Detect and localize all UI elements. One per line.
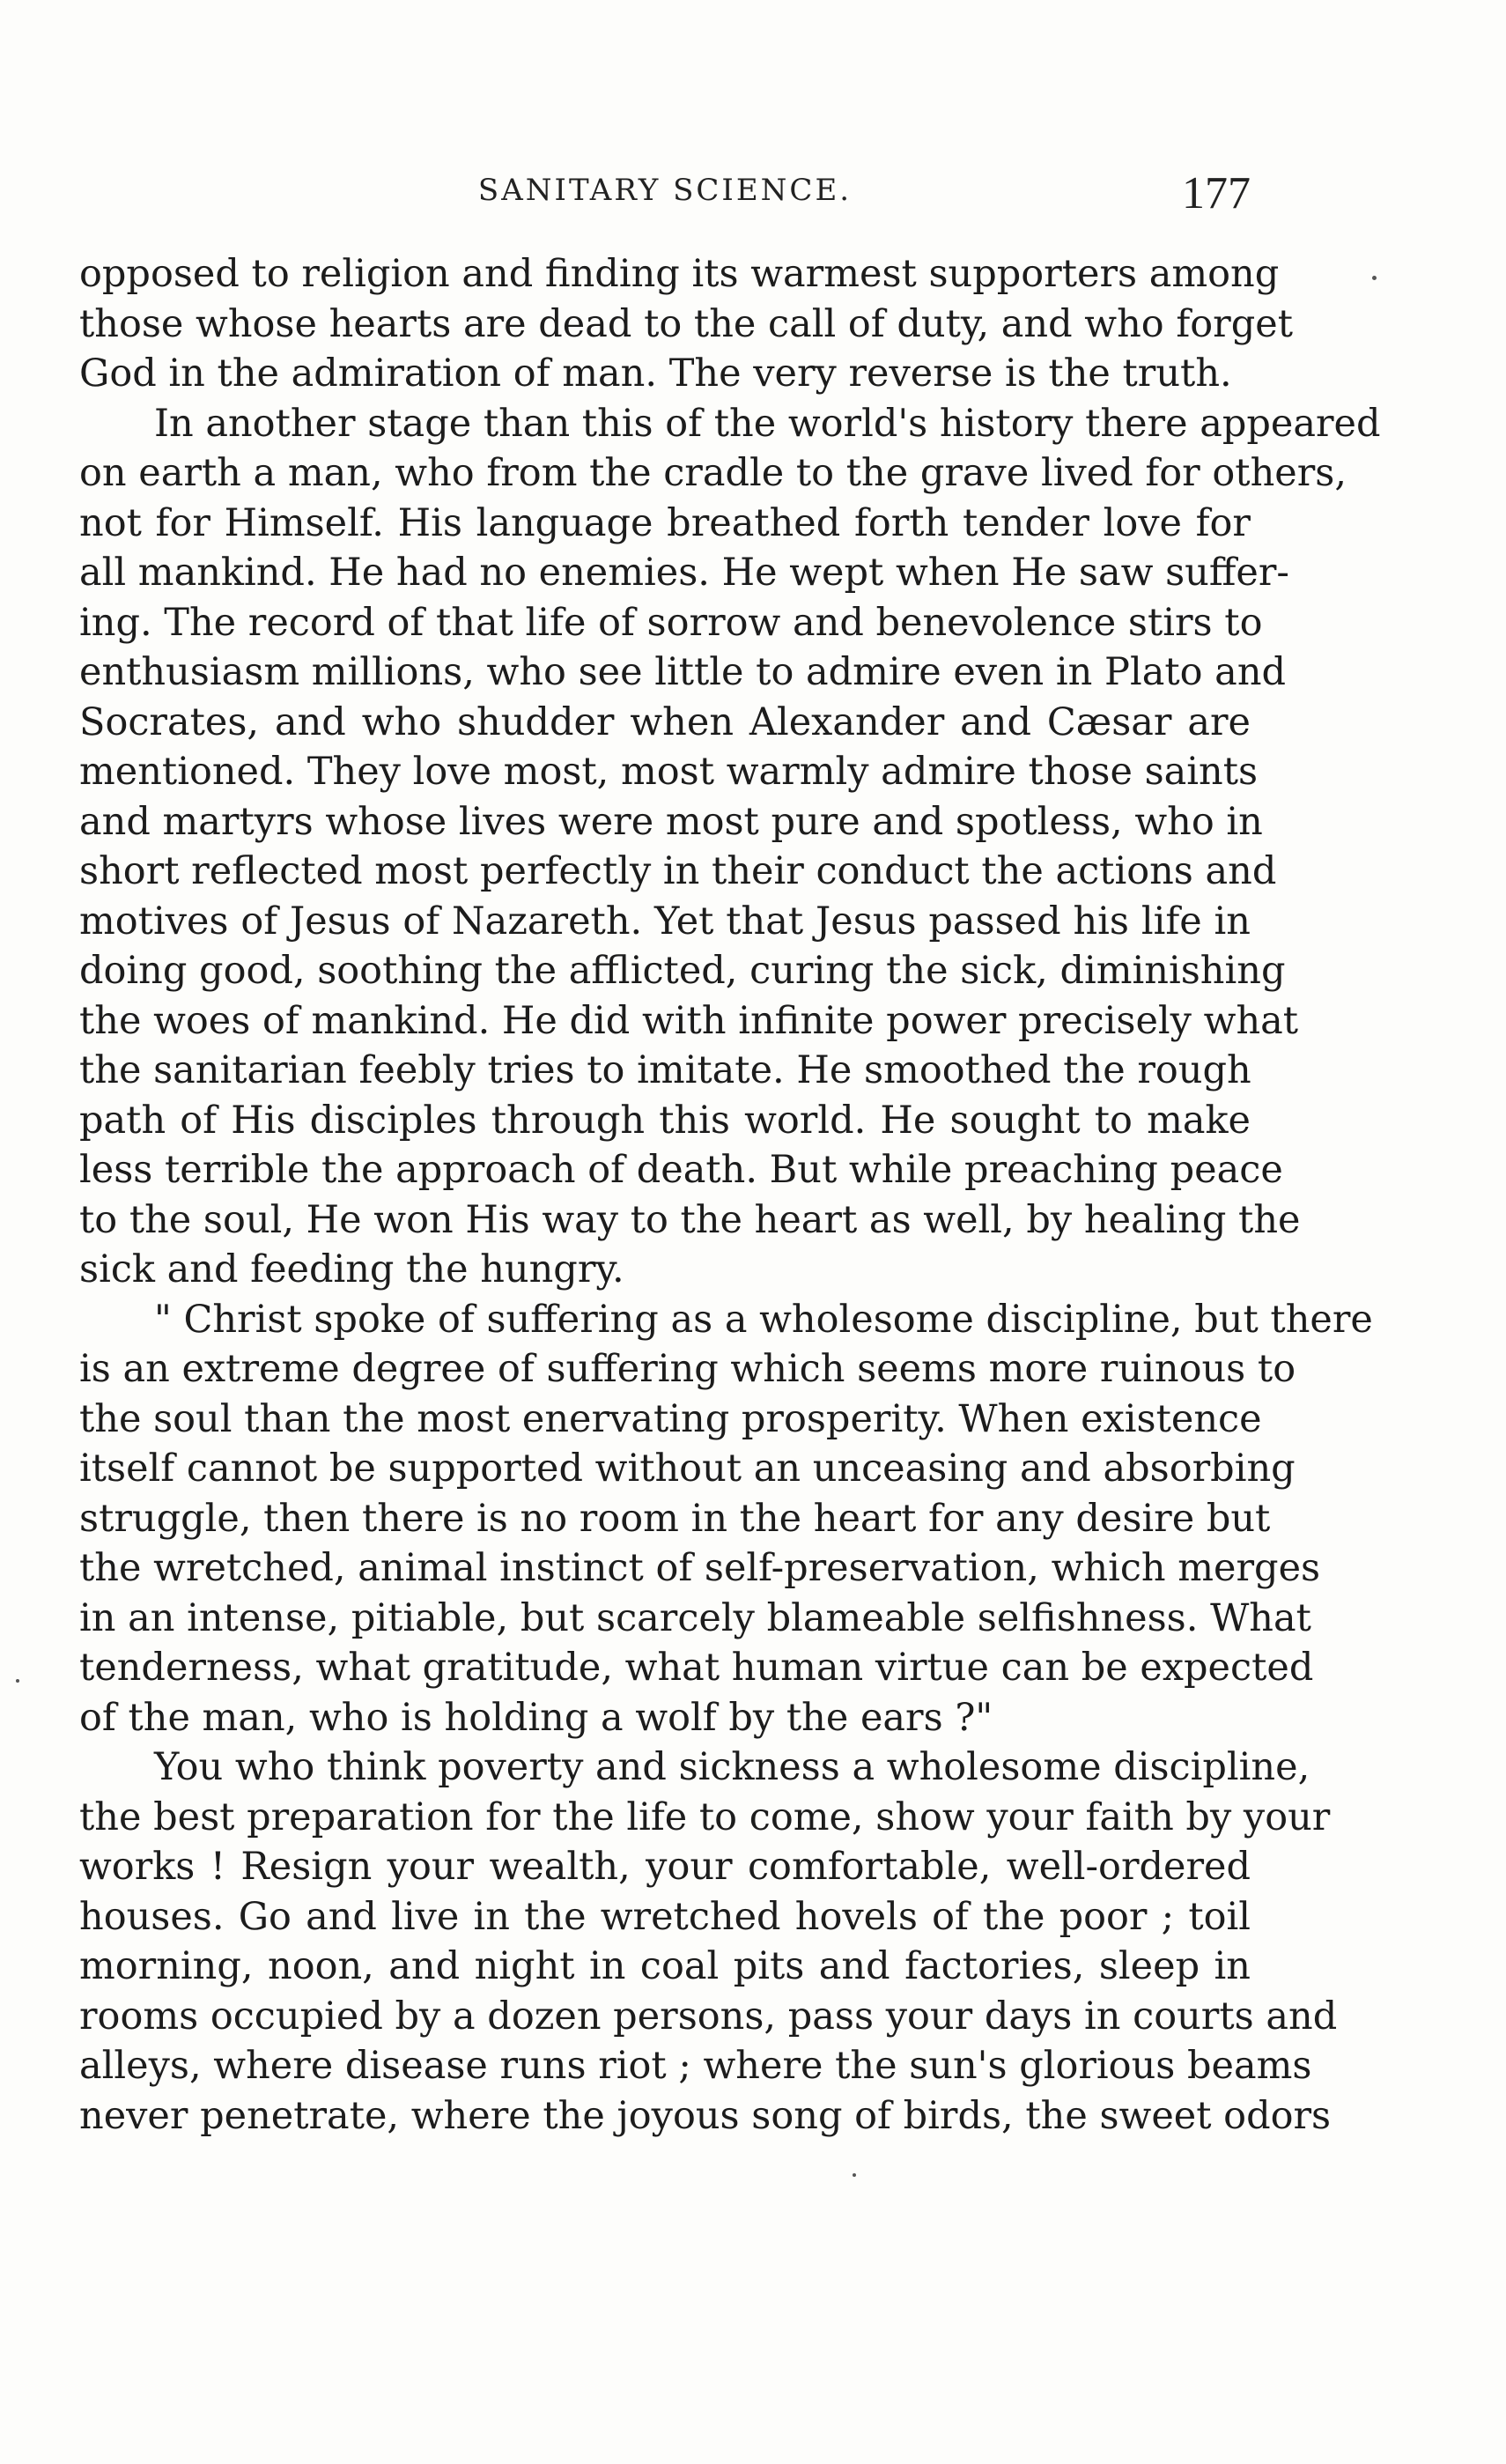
text-line: in an intense, pitiable, but scarcely blameable selfishness. What — [79, 1595, 1311, 1640]
text-line: enthusiasm millions, who see little to admire even in Plato and — [79, 650, 1287, 694]
running-head — [79, 167, 1251, 220]
page-number: 177 — [1182, 168, 1251, 218]
text-line: God in the admiration of man. The very reverse is the truth. — [79, 351, 1232, 396]
text-line: all mankind. He had no enemies. He wept when He saw suffer- — [79, 551, 1289, 595]
paragraph-first-line: In another stage than this of the world's history there appeared — [154, 401, 1381, 446]
text-line: short reflected most perfectly in their conduct the actions and — [79, 849, 1277, 893]
text-line: doing good, soothing the afflicted, curing the sick, diminishing — [79, 949, 1286, 993]
text-line: mentioned. They love most, most warmly admire those saints — [79, 750, 1259, 794]
text-line: the soul than the most enervating prosperity. When existence — [79, 1396, 1262, 1441]
paragraph-first-line: You who think poverty and sickness a wholesome discipline, — [154, 1745, 1310, 1789]
text-line: the sanitarian feebly tries to imitate. He smoothed the rough — [79, 1048, 1251, 1092]
text-line: Socrates, and who shudder when Alexander and Cæsar are — [79, 699, 1251, 744]
text-line: works ! Resign your wealth, your comfortable, well-ordered — [79, 1845, 1251, 1889]
text-line: of the man, who is holding a wolf by the ears ?" — [79, 1695, 993, 1740]
text-line: those whose hearts are dead to the call of duty, and who forget — [79, 301, 1293, 346]
body-text — [79, 249, 1381, 2141]
margin-speck — [1372, 276, 1377, 280]
text-line: the best preparation for the life to come, show your faith by your — [79, 1794, 1331, 1839]
text-line: tenderness, what gratitude, what human virtue can be expected — [79, 1646, 1314, 1690]
text-line: houses. Go and live in the wretched hovels of the poor ; toil — [79, 1894, 1251, 1939]
text-line: sick and feeding the hungry. — [79, 1247, 624, 1291]
text-line: rooms occupied by a dozen persons, pass your days in courts and — [79, 1994, 1338, 2039]
text-line: itself cannot be supported without an unceasing and absorbing — [79, 1447, 1296, 1491]
paragraph-first-line: " Christ spoke of suffering as a wholesome discipline, but there — [154, 1297, 1373, 1342]
text-line: opposed to religion and finding its warmest supporters among — [79, 252, 1280, 296]
text-line: the wretched, animal instinct of self-preservation, which merges — [79, 1546, 1321, 1590]
text-line: the woes of mankind. He did with infinite power precisely what — [79, 998, 1299, 1043]
text-line: less terrible the approach of death. But while preaching peace — [79, 1148, 1283, 1192]
text-line: is an extreme degree of suffering which seems more ruinous to — [79, 1347, 1296, 1391]
text-line: never penetrate, where the joyous song of birds, the sweet odors — [79, 2093, 1332, 2138]
text-line: ing. The record of that life of sorrow and benevolence stirs to — [79, 600, 1263, 645]
margin-speck — [853, 2173, 856, 2177]
margin-speck — [16, 1679, 19, 1683]
text-line: struggle, then there is no room in the heart for any desire but — [79, 1496, 1271, 1541]
text-line: morning, noon, and night in coal pits and factories, sleep in — [79, 1944, 1251, 1988]
text-line: on earth a man, who from the cradle to the grave lived for others, — [79, 451, 1347, 495]
text-line: not for Himself. His language breathed forth tender love for — [79, 500, 1251, 545]
text-line: alleys, where disease runs riot ; where the sun's glorious beams — [79, 2044, 1312, 2088]
running-title: SANITARY SCIENCE. — [477, 173, 853, 208]
text-line: path of His disciples through this world. He sought to make — [79, 1098, 1251, 1143]
text-line: and martyrs whose lives were most pure and spotless, who in — [79, 799, 1263, 844]
text-line: to the soul, He won His way to the heart as well, by healing the — [79, 1197, 1301, 1242]
text-line: motives of Jesus of Nazareth. Yet that Jesus passed his life in — [79, 899, 1251, 943]
